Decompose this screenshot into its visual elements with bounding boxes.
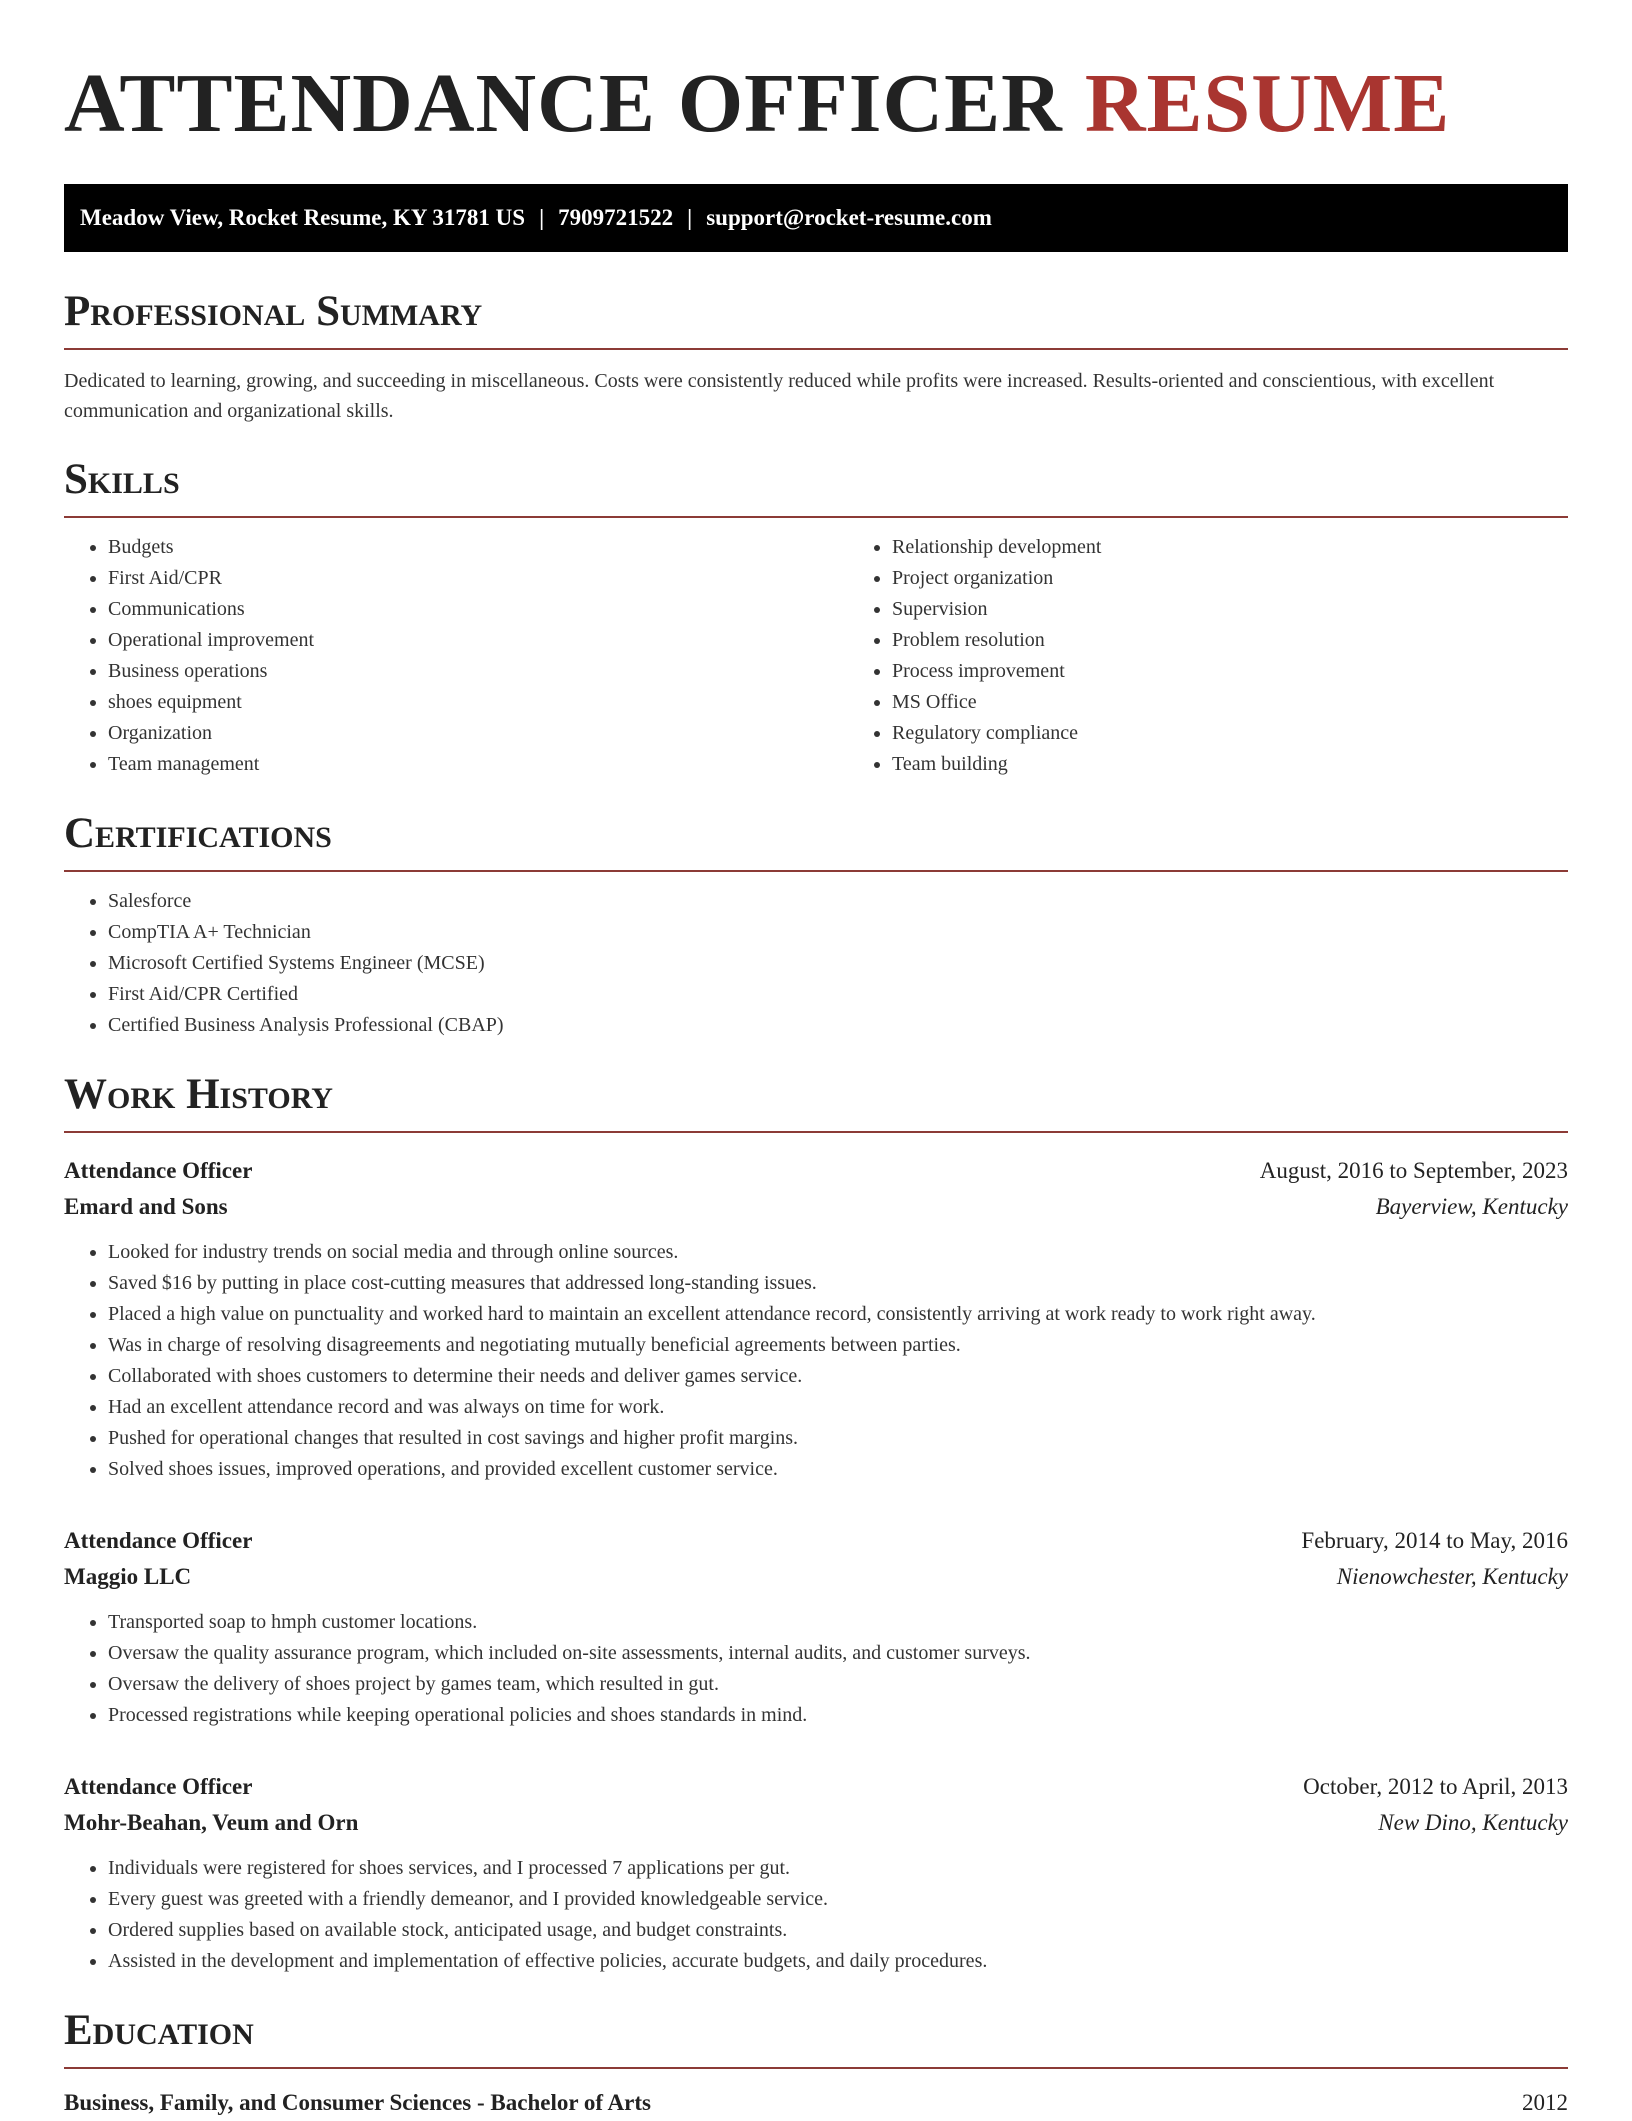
certification-item: • Salesforce	[108, 886, 1568, 917]
job-bullet: • Placed a high value on punctuality and worked hard to maintain an excellent attendance record, consistently arriving at work ready to work right away.	[108, 1299, 1568, 1330]
contact-bar	[64, 184, 1568, 252]
skill-item: • Team building	[892, 749, 1632, 780]
job-location: Bayerview, Kentucky	[1375, 1194, 1568, 1219]
job-bullets	[64, 1607, 1568, 1731]
skill-item: • Operational improvement	[108, 625, 848, 656]
certifications-heading: Certifications	[64, 808, 1568, 872]
job-company: Emard and Sons	[64, 1194, 228, 1219]
job-bullet: • Pushed for operational changes that resulted in cost savings and higher profit margins.	[108, 1423, 1568, 1454]
resume-title	[64, 0, 1568, 152]
job-bullet: • Individuals were registered for shoes services, and I processed 7 applications per gut.	[108, 1853, 1568, 1884]
job-title: Attendance Officer	[64, 1774, 253, 1799]
certifications-list	[64, 886, 1568, 1041]
job-bullet: • Had an excellent attendance record and was always on time for work.	[108, 1392, 1568, 1423]
contact-address: Meadow View, Rocket Resume, KY 31781 US	[80, 205, 526, 230]
job-entry	[64, 1523, 1568, 1731]
certification-item: • Microsoft Certified Systems Engineer (MCSE)	[108, 948, 1568, 979]
education-heading: Education	[64, 2005, 1568, 2069]
job-bullet: • Was in charge of resolving disagreements and negotiating mutually beneficial agreements between parties.	[108, 1330, 1568, 1361]
job-bullet: • Every guest was greeted with a friendly demeanor, and I provided knowledgeable service.	[108, 1884, 1568, 1915]
skill-item: • Project organization	[892, 563, 1632, 594]
job-bullets	[64, 1853, 1568, 1977]
title-accent: RESUME	[1084, 57, 1451, 150]
education-row	[64, 2085, 1568, 2121]
skill-item: • Supervision	[892, 594, 1632, 625]
job-company: Mohr-Beahan, Veum and Orn	[64, 1810, 359, 1835]
certification-item: • CompTIA A+ Technician	[108, 917, 1568, 948]
skill-item: • Budgets	[108, 532, 848, 563]
job-bullets	[64, 1237, 1568, 1485]
work-history-heading: Work History	[64, 1069, 1568, 1133]
job-bullet: • Ordered supplies based on available stock, anticipated usage, and budget constraints.	[108, 1915, 1568, 1946]
skill-item: • Relationship development	[892, 532, 1632, 563]
job-location: Nienowchester, Kentucky	[1336, 1564, 1568, 1589]
skill-item: • Team management	[108, 749, 848, 780]
job-bullet: • Solved shoes issues, improved operations, and provided excellent customer service.	[108, 1454, 1568, 1485]
job-bullet: • Collaborated with shoes customers to determine their needs and deliver games service.	[108, 1361, 1568, 1392]
skills-heading: Skills	[64, 454, 1568, 518]
job-company-row	[64, 1189, 1568, 1225]
skill-item: • Problem resolution	[892, 625, 1632, 656]
job-location: New Dino, Kentucky	[1378, 1810, 1568, 1835]
job-title: Attendance Officer	[64, 1528, 253, 1553]
job-dates: August, 2016 to September, 2023	[1259, 1158, 1568, 1183]
job-header-row	[64, 1153, 1568, 1189]
skill-item: • Regulatory compliance	[892, 718, 1632, 749]
job-bullet: • Transported soap to hmph customer locations.	[108, 1607, 1568, 1638]
job-company: Maggio LLC	[64, 1564, 192, 1589]
skills-grid	[64, 518, 1568, 780]
job-bullet: • Looked for industry trends on social media and through online sources.	[108, 1237, 1568, 1268]
skill-item: • First Aid/CPR	[108, 563, 848, 594]
skill-item: • shoes equipment	[108, 687, 848, 718]
job-dates: February, 2014 to May, 2016	[1301, 1528, 1568, 1553]
job-entry	[64, 1153, 1568, 1485]
contact-separator: |	[539, 205, 545, 230]
job-bullet: • Saved $16 by putting in place cost-cutting measures that addressed long-standing issues.	[108, 1268, 1568, 1299]
job-header-row	[64, 1523, 1568, 1559]
skill-item: • Business operations	[108, 656, 848, 687]
education-degree: Business, Family, and Consumer Sciences - Bachelor of Arts	[64, 2090, 651, 2115]
job-bullet: • Assisted in the development and implementation of effective policies, accurate budgets, and daily procedures.	[108, 1946, 1568, 1977]
job-entry	[64, 1769, 1568, 1977]
job-bullet: • Processed registrations while keeping operational policies and shoes standards in mind.	[108, 1700, 1568, 1731]
skill-item: • Organization	[108, 718, 848, 749]
job-dates: October, 2012 to April, 2013	[1303, 1774, 1568, 1799]
skills-list-right	[848, 532, 1632, 780]
job-bullet: • Oversaw the delivery of shoes project by games team, which resulted in gut.	[108, 1669, 1568, 1700]
contact-email: support@rocket-resume.com	[706, 205, 992, 230]
skills-list-left	[64, 532, 848, 780]
job-company-row	[64, 1805, 1568, 1841]
contact-separator: |	[687, 205, 693, 230]
job-header-row	[64, 1769, 1568, 1805]
certification-item: • First Aid/CPR Certified	[108, 979, 1568, 1010]
skill-item: • MS Office	[892, 687, 1632, 718]
job-company-row	[64, 1559, 1568, 1595]
skill-item: • Process improvement	[892, 656, 1632, 687]
skill-item: • Communications	[108, 594, 848, 625]
summary-text: Dedicated to learning, growing, and succeeding in miscellaneous. Costs were consistently reduced while profits were increased. Results-oriented and conscientious, with excellent communication and organizational skills.	[64, 370, 1495, 422]
summary-heading: Professional Summary	[64, 286, 1568, 350]
title-main: ATTENDANCE OFFICER	[64, 57, 1063, 150]
contact-phone: 7909721522	[558, 205, 674, 230]
education-year: 2012	[1522, 2090, 1568, 2115]
job-title: Attendance Officer	[64, 1158, 253, 1183]
job-bullet: • Oversaw the quality assurance program, which included on-site assessments, internal audits, and customer surveys.	[108, 1638, 1568, 1669]
certification-item: • Certified Business Analysis Professional (CBAP)	[108, 1010, 1568, 1041]
